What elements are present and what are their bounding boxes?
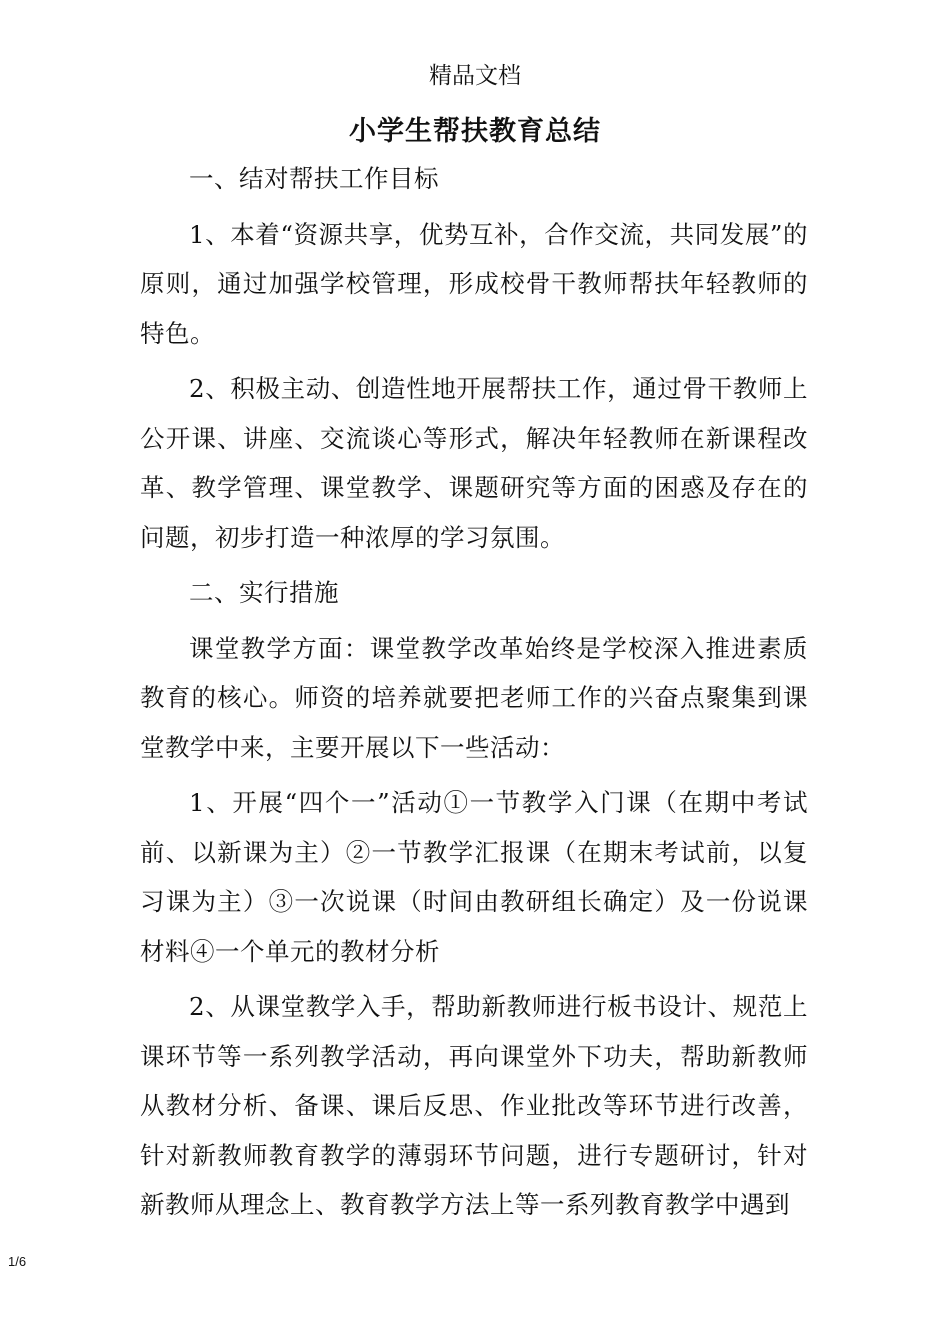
section-heading-goals: 一、结对帮扶工作目标 <box>189 164 439 193</box>
document-body <box>140 154 808 1236</box>
page-number: 1/6 <box>8 1254 27 1269</box>
document-title: 小学生帮扶教育总结 <box>349 116 601 147</box>
paragraph-goal-1: 1、本着“资源共享，优势互补，合作交流，共同发展”的原则，通过加强学校管理，形成校骨干教师帮扶年轻教师的特色。 <box>140 219 808 348</box>
page-header: 精品文档 <box>429 63 521 89</box>
paragraph-classroom-teaching: 课堂教学方面：课堂教学改革始终是学校深入推进素质教育的核心。师资的培养就要把老师工作的兴奋点聚集到课堂教学中来，主要开展以下一些活动： <box>140 633 808 762</box>
paragraph-measure-2: 2、从课堂教学入手，帮助新教师进行板书设计、规范上课环节等一系列教学活动，再向课堂外下功夫，帮助新教师从教材分析、备课、课后反思、作业批改等环节进行改善，针对新教师教育教学的薄弱环节问题，进行专题研讨，针对新教师从理念上、教育教学方法上等一系列教育教学中遇到 <box>140 992 808 1219</box>
paragraph-goal-2: 2、积极主动、创造性地开展帮扶工作，通过骨干教师上公开课、讲座、交流谈心等形式，解决年轻教师在新课程改革、教学管理、课堂教学、课题研究等方面的困惑及存在的问题，初步打造一种浓厚的学习氛围。 <box>140 374 808 552</box>
section-heading-measures: 二、实行措施 <box>189 578 339 607</box>
paragraph-measure-1: 1、开展“四个一”活动①一节教学入门课（在期中考试前、以新课为主）②一节教学汇报课（在期末考试前，以复习课为主）③一次说课（时间由教研组长确定）及一份说课材料④一个单元的教材分析 <box>140 788 808 966</box>
